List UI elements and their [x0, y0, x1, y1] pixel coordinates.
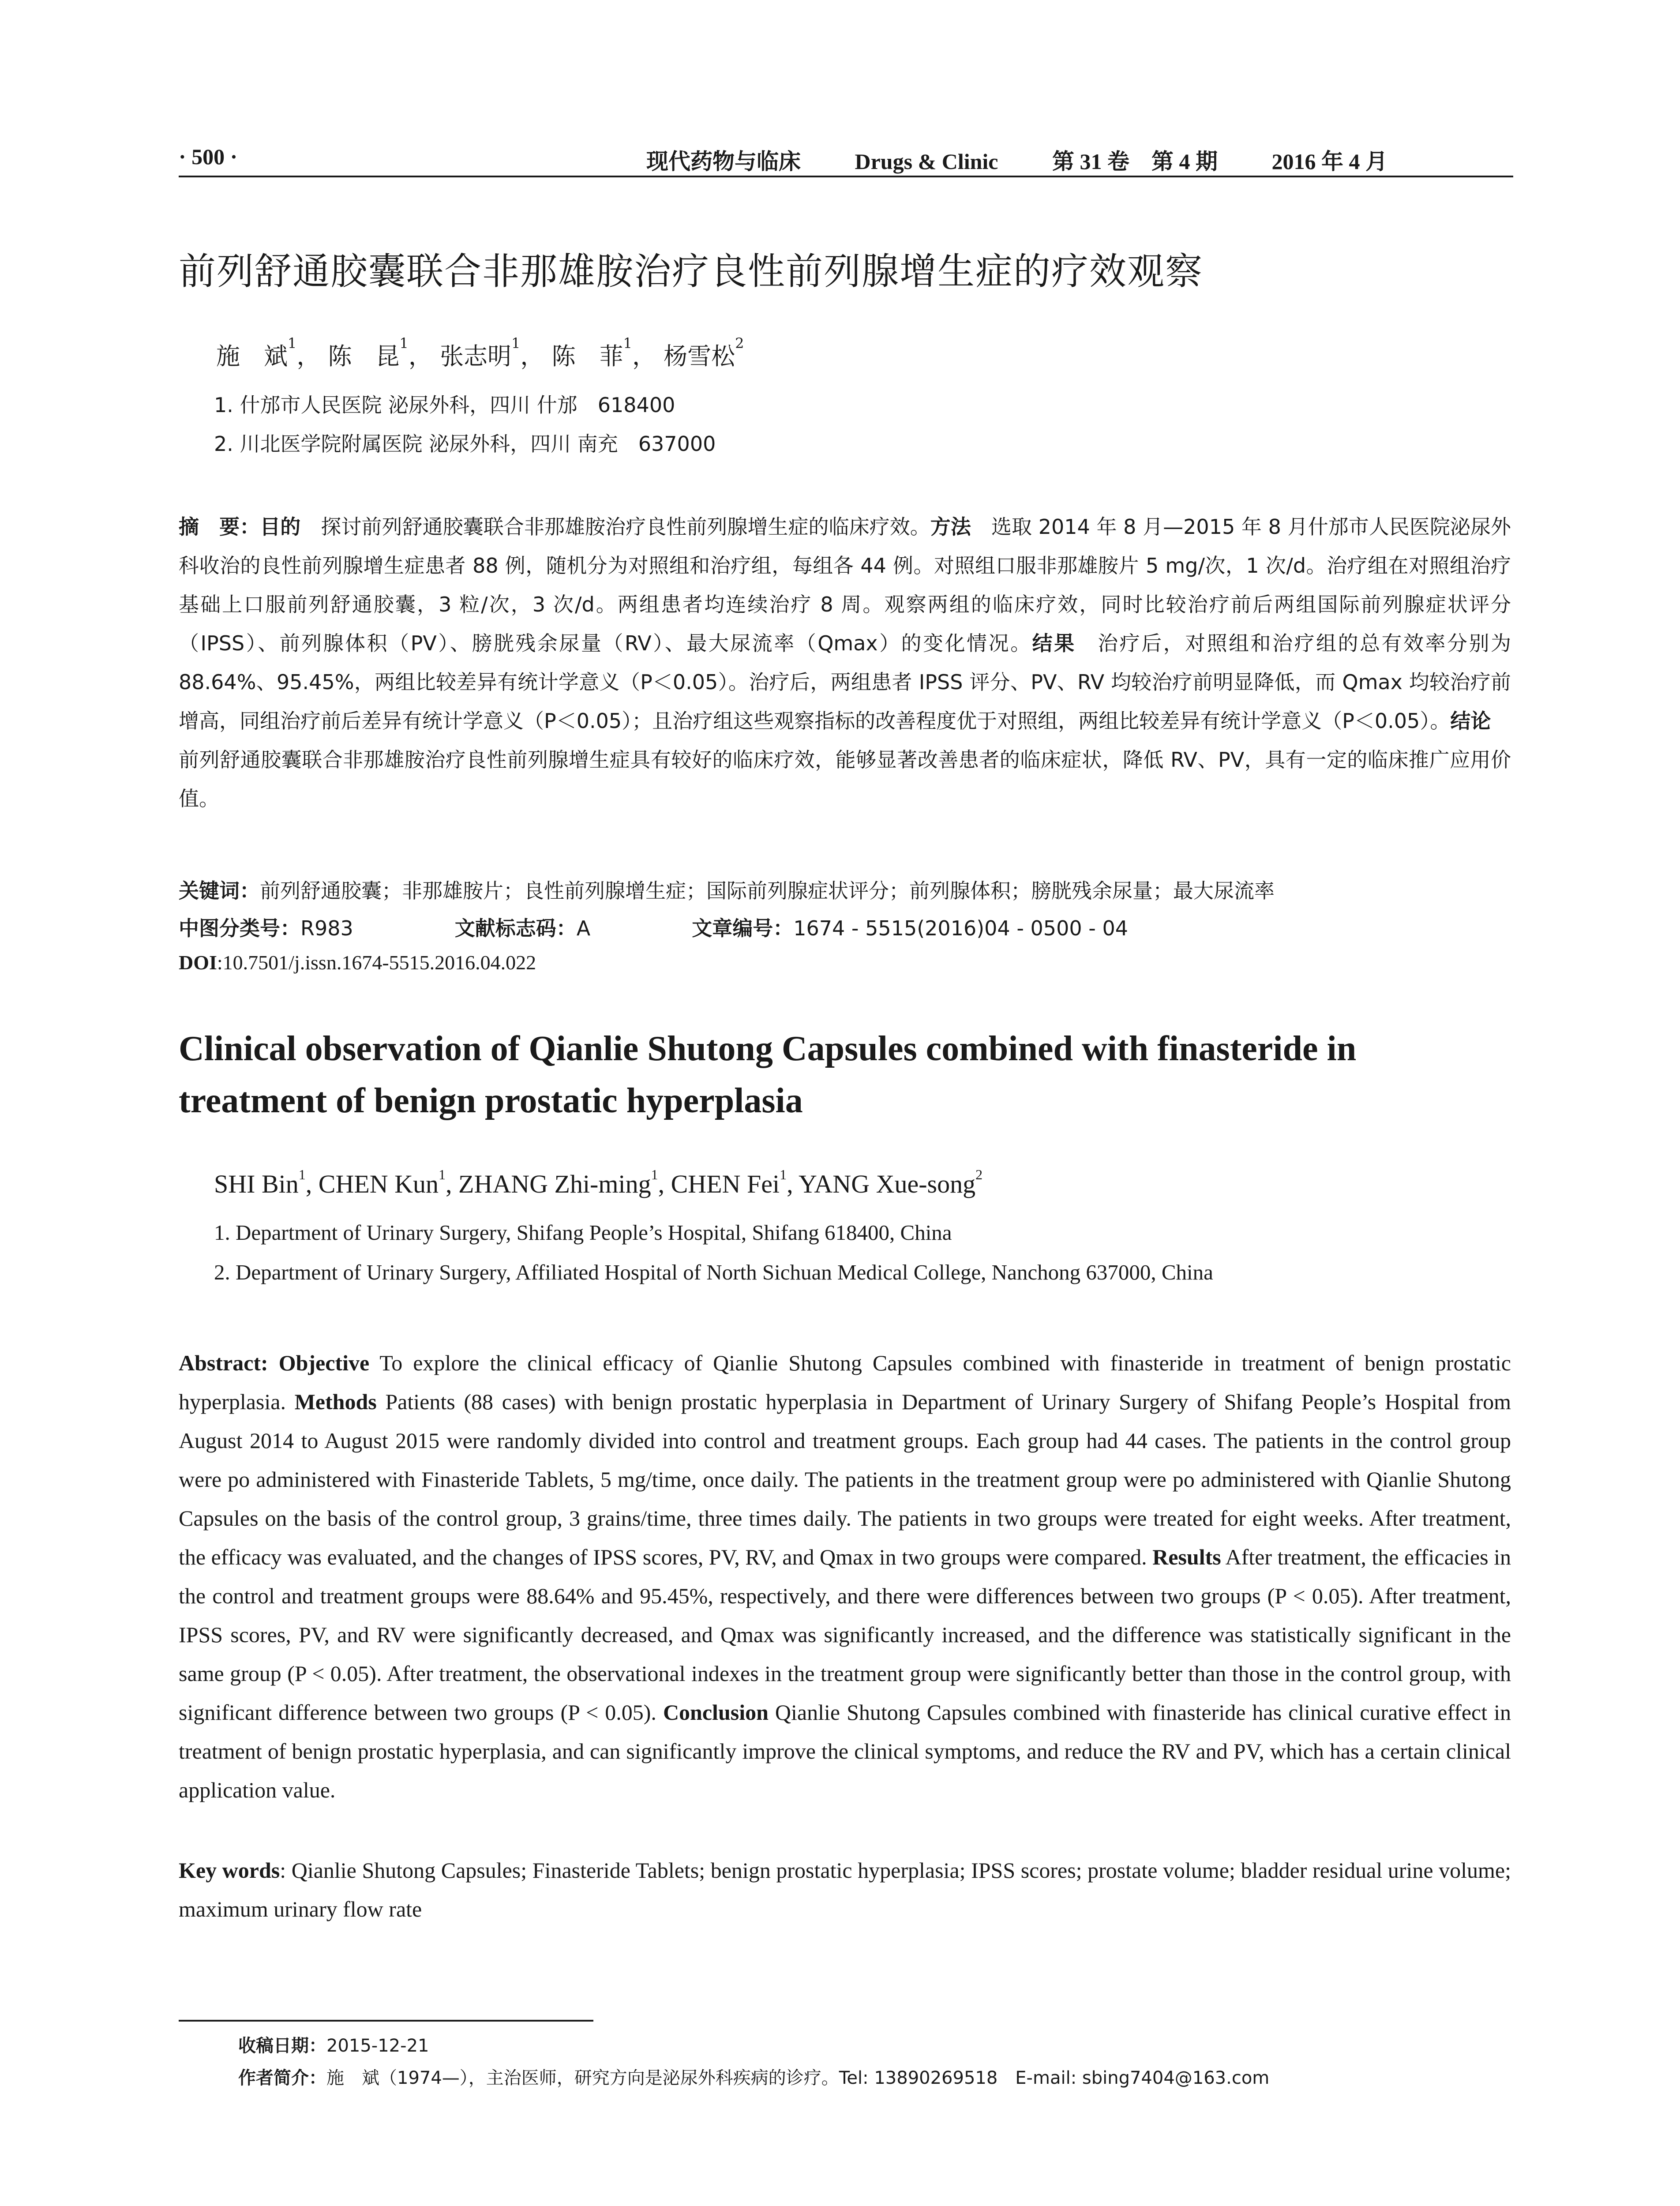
objective-text: 探讨前列舒通胶囊联合非那雄胺治疗良性前列腺增生症的临床疗效。	[300, 515, 930, 539]
author-bio-label: 作者简介：	[238, 2068, 326, 2088]
results-en-text: After treatment, the efficacies in the control and treatment groups were 88.64% and 95.45%, respectively, and there were differences between two groups (P < 0.05). After treatment, IPSS scores, PV, and RV were significantly decreased, and Qmax was significantly increased, and the difference was statistically significant in the same group (P < 0.05). After treatment, the observational indexes in the treatment group were significantly better than those in the control group, with significant difference between two groups (P < 0.05).	[179, 1545, 1511, 1725]
authors-cn: 施 斌$^1$， 陈 昆$^1$， 张志明$^1$， 陈 菲$^1$， 杨雪松$^2$	[216, 335, 744, 370]
volume-issue: 第 31 卷 第 4 期	[1052, 149, 1218, 174]
received-label: 收稿日期：	[238, 2036, 326, 2056]
clc-value: R983	[300, 916, 353, 940]
conclusion-en-label: Conclusion	[663, 1700, 769, 1725]
keywords-en-label: Key words	[179, 1858, 280, 1883]
author-cn: 陈 菲	[551, 342, 623, 370]
article-no-label: 文章编号：	[692, 916, 794, 940]
page-number: · 500 ·	[179, 144, 238, 169]
keywords-label: 关键词：	[179, 879, 260, 903]
affiliation-cn-1: 1. 什邡市人民医院 泌尿外科，四川 什邡 618400	[214, 393, 675, 417]
author-cn: 施 斌	[216, 342, 288, 370]
conclusion-en-text: Qianlie Shutong Capsules combined with finasteride has clinical curative effect in treatment of benign prostatic hyperplasia, and can significantly improve the clinical symptoms, and reduce the RV and PV, which has a certain clinical application value.	[179, 1700, 1511, 1802]
authors-en: SHI Bin$^1$, CHEN Kun$^1$, ZHANG Zhi-ming$^1$, CHEN Fei$^1$, YANG Xue-song$^2$	[214, 1167, 983, 1198]
received-date	[238, 2032, 429, 2057]
author-sup: 1	[511, 335, 521, 352]
journal-name-en: Drugs & Clinic	[855, 149, 998, 174]
author-en: ZHANG Zhi-ming	[458, 1170, 651, 1198]
conclusion-text: 前列舒通胶囊联合非那雄胺治疗良性前列腺增生症具有较好的临床疗效，能够显著改善患者的临床症状，降低 RV、PV，具有一定的临床推广应用价值。	[179, 709, 1511, 810]
footnote-divider	[179, 2020, 593, 2022]
doi	[179, 951, 536, 974]
issue-date: 2016 年 4 月	[1271, 149, 1388, 174]
author-sup: 1	[288, 335, 297, 352]
doc-code-value: A	[576, 916, 591, 940]
objective-en-text: To explore the clinical efficacy of Qianlie Shutong Capsules combined with finasteride in treatment of benign prostatic hyperplasia.	[179, 1351, 1511, 1414]
doi-label: DOI	[179, 951, 217, 974]
author-sup: 1	[623, 335, 632, 352]
keywords-en	[179, 1851, 1511, 1928]
author-sup: 1	[439, 1167, 446, 1182]
objective-label: 目的	[260, 515, 301, 539]
author-sup: 2	[975, 1167, 983, 1182]
author-cn: 张志明	[440, 342, 512, 370]
abstract-en	[179, 1343, 1511, 1809]
author-sup: 1	[780, 1167, 787, 1182]
keywords-cn	[179, 871, 1511, 910]
author-bio-text: 施 斌（1974—），主治医师，研究方向是泌尿外科疾病的诊疗。Tel: 13890269518 E-mail: sbing7404@163.com	[326, 2068, 1270, 2088]
methods-en-text: Patients (88 cases) with benign prostatic hyperplasia in Department of Urinary Surgery of Shifang People’s Hospital from August 2014 to August 2015 were randomly divided into control and treatment groups. Each group had 44 cases. The patients in the control group were po administered with Finasteride Tablets, 5 mg/time, once daily. The patients in the treatment group were po administered with Qianlie Shutong Capsules on the basis of the control group, 3 grains/time, three times daily. The patients in two groups were treated for eight weeks. After treatment, the efficacy was evaluated, and the changes of IPSS scores, PV, RV, and Qmax in two groups were compared.	[179, 1389, 1511, 1569]
received-value: 2015-12-21	[326, 2036, 429, 2056]
methods-label: 方法	[930, 515, 971, 539]
results-en-label: Results	[1152, 1545, 1221, 1569]
author-sup: 1	[651, 1167, 658, 1182]
classification-row	[179, 912, 1128, 942]
author-sup: 2	[735, 335, 744, 352]
affiliation-en-1: 1. Department of Urinary Surgery, Shifang People’s Hospital, Shifang 618400, China	[214, 1220, 952, 1245]
results-text: 治疗后，对照组和治疗组的总有效率分别为 88.64%、95.45%，两组比较差异有统计学意义（P＜0.05）。治疗后，两组患者 IPSS 评分、PV、RV 均较治疗前明显降低，而 Qmax 均较治疗前增高，同组治疗前后差异有统计学意义（P＜0.05）；且治疗组这些观察指标的改善程度优于对照组，两组比较差异有统计学意义（P＜0.05）。	[179, 631, 1511, 733]
keywords-text: 前列舒通胶囊；非那雄胺片；良性前列腺增生症；国际前列腺症状评分；前列腺体积；膀胱残余尿量；最大尿流率	[260, 879, 1275, 903]
author-en: CHEN Fei	[671, 1170, 780, 1198]
abstract-en-label: Abstract: Objective	[179, 1351, 370, 1375]
title-en: Clinical observation of Qianlie Shutong Capsules combined with finasteride in treatment of benign prostatic hyperplasia	[179, 1029, 1357, 1120]
author-cn: 陈 昆	[328, 342, 400, 370]
affiliation-cn-2: 2. 川北医学院附属医院 泌尿外科，四川 南充 637000	[214, 432, 716, 456]
affiliation-en-2: 2. Department of Urinary Surgery, Affiliated Hospital of North Sichuan Medical College, Nanchong 637000, China	[214, 1260, 1213, 1284]
author-en: YANG Xue-song	[798, 1170, 976, 1198]
keywords-en-text: : Qianlie Shutong Capsules; Finasteride Tablets; benign prostatic hyperplasia; IPSS scores; prostate volume; bladder residual urine volume; maximum urinary flow rate	[179, 1858, 1511, 1921]
conclusion-label: 结论	[1450, 709, 1491, 733]
author-bio	[238, 2064, 1269, 2089]
abstract-cn	[179, 507, 1511, 818]
title-cn: 前列舒通胶囊联合非那雄胺治疗良性前列腺增生症的疗效观察	[179, 250, 1204, 293]
running-header	[179, 140, 1513, 177]
author-sup: 1	[298, 1167, 306, 1182]
journal-info	[646, 144, 1388, 176]
abstract-label: 摘 要：	[179, 515, 260, 539]
methods-en-label: Methods	[294, 1389, 377, 1414]
doc-code-label: 文献标志码：	[454, 916, 577, 940]
doi-value: :10.7501/j.issn.1674-5515.2016.04.022	[217, 951, 536, 974]
methods-text: 选取 2014 年 8 月—2015 年 8 月什邡市人民医院泌尿外科收治的良性前列腺增生症患者 88 例，随机分为对照组和治疗组，每组各 44 例。对照组口服非那雄胺片 5 mg/次，1 次/d。治疗组在对照组治疗基础上口服前列舒通胶囊，3 粒/次，3 次/d。两组患者均连续治疗 8 周。观察两组的临床疗效，同时比较治疗前后两组国际前列腺症状评分（IPSS）、前列腺体积（PV）、膀胱残余尿量（RV）、最大尿流率（Qmax）的变化情况。	[179, 515, 1511, 655]
journal-name-cn: 现代药物与临床	[646, 149, 801, 174]
author-sup: 1	[399, 335, 409, 352]
author-en: CHEN Kun	[318, 1170, 439, 1198]
results-label: 结果	[1032, 631, 1076, 655]
article-no-value: 1674 - 5515(2016)04 - 0500 - 04	[793, 916, 1128, 940]
clc-label: 中图分类号：	[179, 916, 300, 940]
author-en: SHI Bin	[214, 1170, 299, 1198]
author-cn: 杨雪松	[664, 342, 735, 370]
